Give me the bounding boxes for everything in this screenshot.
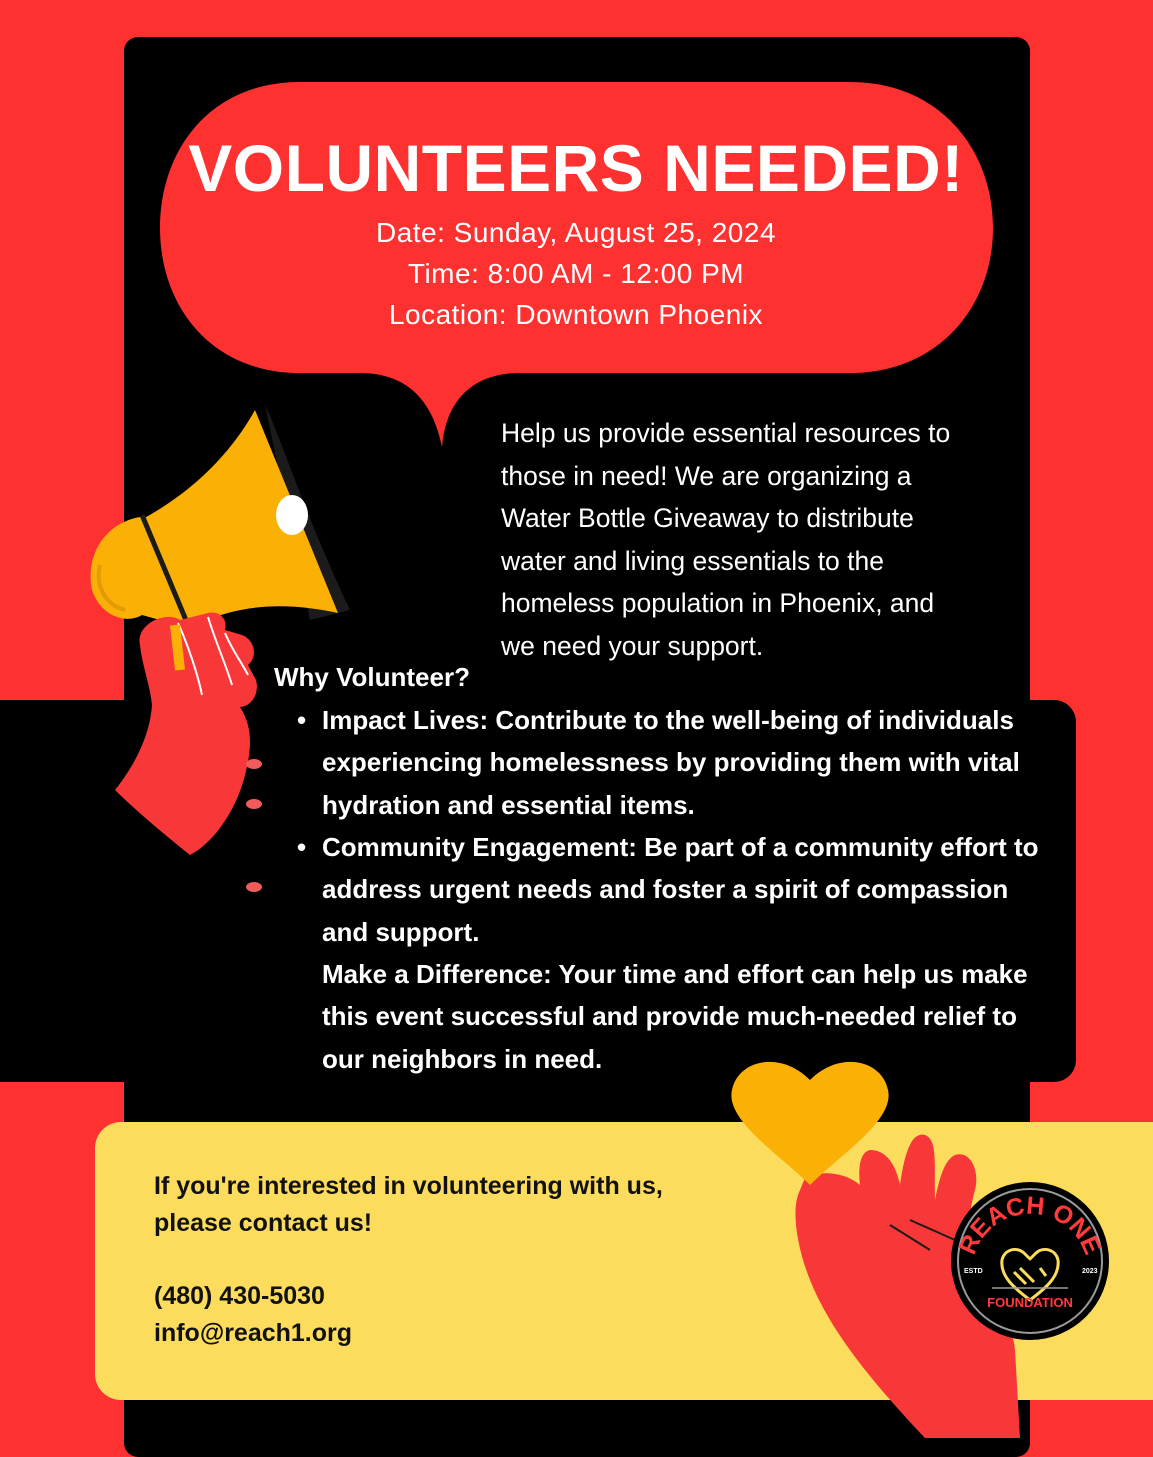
logo-bottom-text: FOUNDATION bbox=[987, 1295, 1073, 1310]
intro-line: those in need! We are organizing a bbox=[501, 460, 912, 491]
megaphone-icon bbox=[91, 405, 350, 627]
reason-line: experiencing homelessness by providing them with vital bbox=[322, 747, 1020, 778]
phone-number: (480) 430-5030 bbox=[154, 1282, 325, 1310]
reason-line: this event successful and provide much-needed relief to bbox=[322, 1001, 1017, 1032]
reason-item bbox=[297, 826, 1057, 953]
logo-year-text: 2023 bbox=[1082, 1268, 1098, 1275]
reason-item bbox=[297, 699, 1057, 826]
reason-line: Make a Difference: Your time and effort can help us make bbox=[322, 959, 1028, 989]
reason-line: and support. bbox=[322, 916, 480, 947]
reason-line: address urgent needs and foster a spirit of compassion bbox=[322, 874, 1009, 905]
bullet: • bbox=[297, 705, 307, 735]
contact-cta bbox=[154, 1168, 734, 1242]
contact-info bbox=[154, 1278, 554, 1352]
why-volunteer-heading: Why Volunteer? bbox=[274, 662, 470, 692]
reach-one-logo bbox=[944, 1180, 1116, 1342]
event-time: Time: 8:00 AM - 12:00 PM bbox=[407, 258, 745, 289]
intro-paragraph bbox=[501, 412, 1001, 667]
intro-line: Help us provide essential resources to bbox=[501, 418, 951, 448]
reason-line: hydration and essential items. bbox=[322, 789, 695, 820]
email-address: info@reach1.org bbox=[154, 1319, 353, 1347]
event-date: Date: Sunday, August 25, 2024 bbox=[375, 217, 777, 248]
logo-estd-text: ESTD bbox=[964, 1268, 983, 1275]
intro-line: we need your support. bbox=[501, 630, 764, 661]
intro-line: homeless population in Phoenix, and bbox=[501, 588, 935, 618]
bullet: • bbox=[297, 832, 307, 862]
reason-line: our neighbors in need. bbox=[322, 1043, 603, 1074]
hand-icon bbox=[115, 612, 257, 855]
intro-line: Water Bottle Giveaway to distribute bbox=[501, 503, 914, 533]
headline: VOLUNTEERS NEEDED! bbox=[188, 131, 964, 205]
cta-line: please contact us! bbox=[154, 1209, 373, 1237]
cta-line: If you're interested in volunteering with us, bbox=[154, 1172, 663, 1200]
reason-line: Community Engagement: Be part of a community effort to bbox=[322, 832, 1039, 862]
intro-line: water and living essentials to the bbox=[501, 545, 884, 576]
logo-top-text: REACH ONE bbox=[953, 1191, 1107, 1259]
event-location: Location: Downtown Phoenix bbox=[388, 299, 764, 330]
decorative-dots bbox=[244, 756, 264, 896]
reason-line: Impact Lives: Contribute to the well-being of individuals bbox=[322, 705, 1014, 735]
